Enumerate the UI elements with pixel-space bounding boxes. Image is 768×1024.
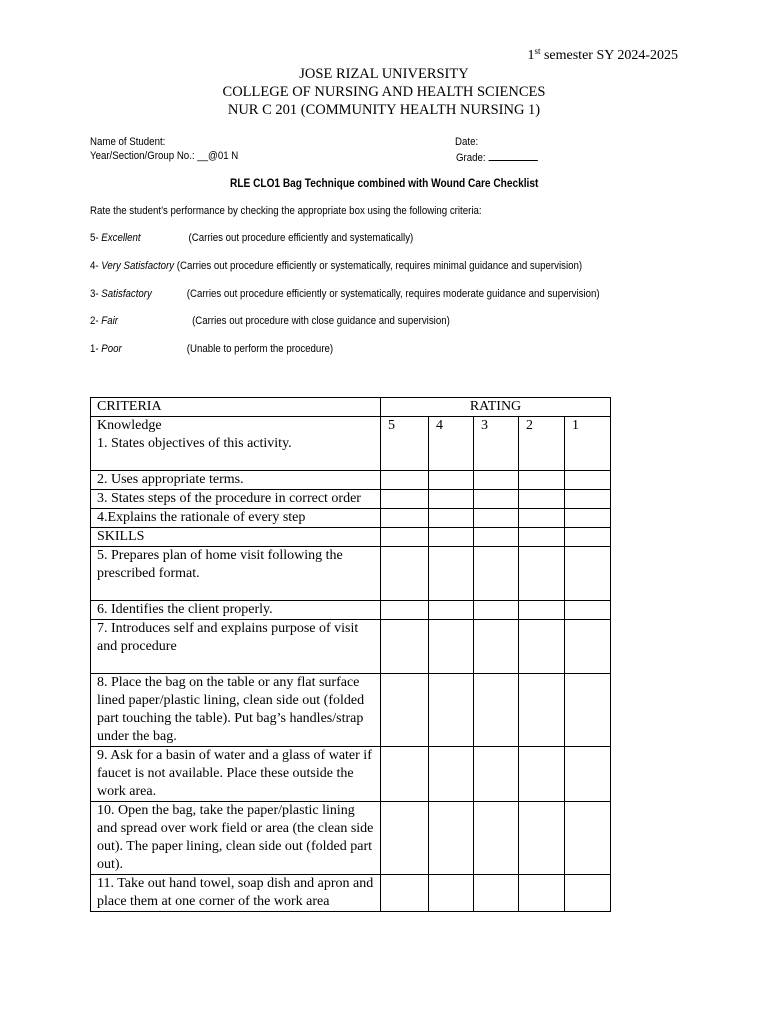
criteria-cell: 3. States steps of the procedure in correct order [91,490,381,509]
rating-box-4[interactable] [429,875,474,912]
rating-box-1[interactable] [565,747,611,802]
table-row [91,802,611,875]
checklist-title: RLE CLO1 Bag Technique combined with Wound Care Checklist [229,178,539,190]
rating-box-2[interactable] [519,471,565,490]
rating-box-1[interactable] [565,509,611,528]
rating-box-5[interactable] [381,674,429,747]
table-row [91,509,611,528]
rating-box-4[interactable] [429,471,474,490]
rating-box-1[interactable] [565,528,611,547]
table-row [91,471,611,490]
rating-box-1[interactable] [565,601,611,620]
rating-box-5[interactable] [381,802,429,875]
rating-box-3[interactable] [474,601,519,620]
rating-box-5[interactable] [381,547,429,601]
rating-box-3[interactable] [474,747,519,802]
rating-box-2[interactable] [519,674,565,747]
rating-box-4[interactable] [429,547,474,601]
scale-row-3: 3- Satisfactory (Carries out procedure efficiently or systematically, requires moderate guidance and supervision) [90,288,600,300]
table-row [91,747,611,802]
table-row [91,601,611,620]
rating-box-3[interactable] [474,674,519,747]
rating-box-1[interactable] [565,875,611,912]
rating-box-1[interactable] [565,674,611,747]
rating-box-2[interactable] [519,547,565,601]
semester-label: 1st semester SY 2024-2025 [527,46,678,63]
criteria-cell [91,417,381,471]
rating-box-1[interactable] [565,802,611,875]
rating-2-header: 2 [519,417,565,471]
criteria-cell: 10. Open the bag, take the paper/plastic lining and spread over work field or area (the clean side out). The paper lining, clean side out (folded part out). [91,802,381,875]
instruction-text: Rate the student’s performance by checking the appropriate box using the following criteria: [90,205,482,217]
student-name-label: Name of Student: [90,136,166,148]
table-row [91,674,611,747]
date-label: Date: [455,136,479,148]
rating-1-header: 1 [565,417,611,471]
table-row [91,417,611,471]
table-row [91,620,611,674]
rating-box-4[interactable] [429,620,474,674]
criteria-cell: 8. Place the bag on the table or any flat surface lined paper/plastic lining, clean side out (folded part touching the table). Put bag’s handles/strap under the bag. [91,674,381,747]
college-name: COLLEGE OF NURSING AND HEALTH SCIENCES [222,84,546,100]
checklist-table [90,397,611,912]
criteria-cell: 6. Identifies the client properly. [91,601,381,620]
grade-field [456,150,538,164]
rating-box-3[interactable] [474,528,519,547]
rating-box-1[interactable] [565,490,611,509]
scale-row-5: 5- Excellent (Carries out procedure efficiently and systematically) [90,232,414,244]
rating-box-4[interactable] [429,509,474,528]
grade-label: Grade: [456,152,489,164]
rating-box-2[interactable] [519,528,565,547]
university-name: JOSE RIZAL UNIVERSITY [299,66,469,82]
rating-box-1[interactable] [565,620,611,674]
rating-box-2[interactable] [519,601,565,620]
table-row [91,528,611,547]
rating-box-2[interactable] [519,802,565,875]
rating-3-header: 3 [474,417,519,471]
rating-box-4[interactable] [429,528,474,547]
grade-blank [488,150,537,161]
rating-box-3[interactable] [474,509,519,528]
rating-box-5[interactable] [381,509,429,528]
rating-box-5[interactable] [381,471,429,490]
table-row [91,875,611,912]
rating-box-5[interactable] [381,528,429,547]
rating-4-header: 4 [429,417,474,471]
skills-label: SKILLS [91,528,381,547]
criteria-cell: 7. Introduces self and explains purpose of visit and procedure [91,620,381,674]
rating-box-2[interactable] [519,620,565,674]
rating-box-3[interactable] [474,620,519,674]
criteria-cell: 4.Explains the rationale of every step [91,509,381,528]
scale-row-1: 1- Poor (Unable to perform the procedure) [90,343,334,355]
rating-header: RATING [381,398,611,417]
criteria-item-text: 1. States objectives of this activity. [97,436,292,451]
rating-box-3[interactable] [474,875,519,912]
rating-box-1[interactable] [565,547,611,601]
rating-box-3[interactable] [474,802,519,875]
rating-box-5[interactable] [381,490,429,509]
rating-box-1[interactable] [565,471,611,490]
criteria-cell: 2. Uses appropriate terms. [91,471,381,490]
rating-box-4[interactable] [429,674,474,747]
rating-box-5[interactable] [381,747,429,802]
rating-box-2[interactable] [519,490,565,509]
rating-box-4[interactable] [429,490,474,509]
table-row [91,490,611,509]
criteria-header: CRITERIA [91,398,381,417]
rating-5-header: 5 [381,417,429,471]
criteria-cell: 9. Ask for a basin of water and a glass of water if faucet is not available. Place these outside the work area. [91,747,381,802]
knowledge-label: Knowledge [97,418,162,433]
scale-row-2: 2- Fair (Carries out procedure with close guidance and supervision) [90,315,450,327]
section-label: Year/Section/Group No.: __@01 N [90,150,239,162]
criteria-cell: 11. Take out hand towel, soap dish and apron and place them at one corner of the work area [91,875,381,912]
rating-box-2[interactable] [519,747,565,802]
rating-box-4[interactable] [429,747,474,802]
table-header-row [91,398,611,417]
rating-box-4[interactable] [429,802,474,875]
scale-row-4: 4- Very Satisfactory (Carries out procedure efficiently or systematically, requires minimal guidance and supervision) [90,260,583,272]
criteria-cell: 5. Prepares plan of home visit following the prescribed format. [91,547,381,601]
table-row [91,547,611,601]
rating-box-3[interactable] [474,547,519,601]
rating-box-5[interactable] [381,601,429,620]
rating-box-2[interactable] [519,875,565,912]
rating-box-3[interactable] [474,471,519,490]
rating-box-3[interactable] [474,490,519,509]
rating-box-5[interactable] [381,875,429,912]
rating-box-4[interactable] [429,601,474,620]
course-name: NUR C 201 (COMMUNITY HEALTH NURSING 1) [227,102,541,118]
rating-box-2[interactable] [519,509,565,528]
rating-box-5[interactable] [381,620,429,674]
